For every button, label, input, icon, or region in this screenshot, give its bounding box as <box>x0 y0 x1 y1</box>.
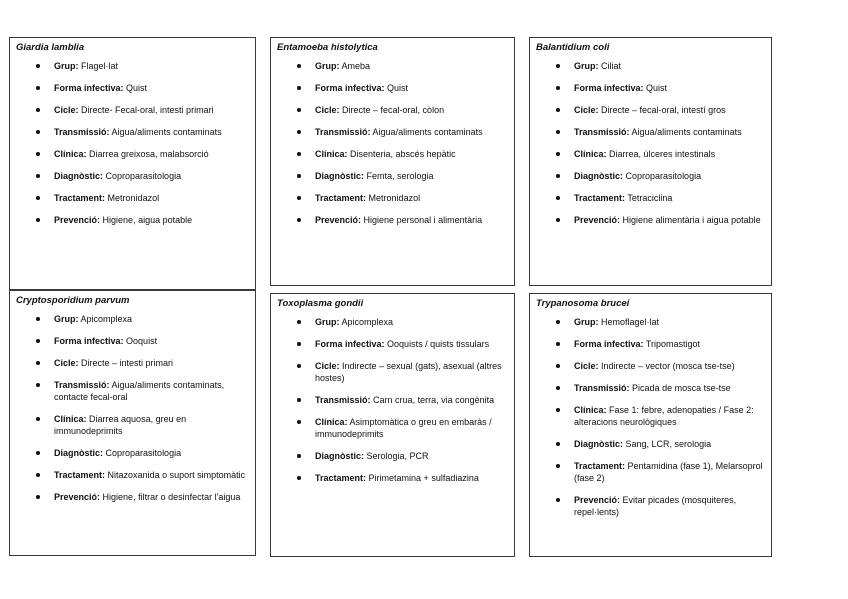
item-label: Forma infectiva: <box>54 336 124 346</box>
item-clinica <box>16 148 249 160</box>
card-title: Entamoeba histolytica <box>277 42 378 53</box>
item-label: Clínica: <box>315 149 348 159</box>
item-prevencio <box>536 214 765 226</box>
item-forma-infectiva <box>536 338 765 350</box>
item-value: Carn crua, terra, via congènita <box>373 395 495 405</box>
item-value: Higiene, aigua potable <box>102 215 193 225</box>
item-grup <box>536 316 765 328</box>
item-transmissio <box>16 379 249 403</box>
item-value: Pentamidina (fase 1), Melarsoprol (fase 2) <box>574 461 763 483</box>
card-items <box>16 313 249 503</box>
item-cicle <box>277 360 508 384</box>
item-value: Pirimetamina + sulfadiazina <box>368 473 479 483</box>
item-grup <box>16 60 249 72</box>
card-items <box>536 316 765 518</box>
item-value: Coproparasitologia <box>625 171 702 181</box>
item-value: Ciliat <box>601 61 622 71</box>
item-diagnostic <box>277 450 508 462</box>
item-value: Tetraciclina <box>627 193 673 203</box>
item-label: Grup: <box>54 314 79 324</box>
card-balantidium-coli <box>529 37 772 286</box>
item-label: Grup: <box>315 61 340 71</box>
card-items <box>16 60 249 226</box>
card-cryptosporidium-parvum <box>9 290 256 556</box>
item-label: Cicle: <box>574 361 599 371</box>
item-value: Disenteria, abscés hepàtic <box>350 149 456 159</box>
item-label: Transmissió: <box>574 383 630 393</box>
card-items <box>277 60 508 226</box>
item-value: Indirecte – vector (mosca tse-tse) <box>601 361 735 371</box>
item-label: Cicle: <box>54 358 79 368</box>
item-grup <box>16 313 249 325</box>
item-clinica <box>536 148 765 160</box>
item-value: Quist <box>387 83 409 93</box>
item-value: Ooquists / quists tissulars <box>387 339 490 349</box>
item-label: Forma infectiva: <box>315 339 385 349</box>
card-items <box>536 60 765 226</box>
item-value: Coproparasitologia <box>105 448 182 458</box>
item-value: Apicomplexa <box>80 314 133 324</box>
item-forma-infectiva <box>16 335 249 347</box>
item-label: Grup: <box>574 317 599 327</box>
item-prevencio <box>536 494 765 518</box>
item-transmissio <box>536 382 765 394</box>
card-items <box>277 316 508 484</box>
card-title: Toxoplasma gondii <box>277 298 364 309</box>
item-cicle <box>536 360 765 372</box>
item-value: Nitazoxanida o suport simptomàtic <box>107 470 246 480</box>
item-label: Prevenció: <box>574 215 621 225</box>
item-label: Clínica: <box>54 149 87 159</box>
item-value: Hemoflagel·lat <box>601 317 660 327</box>
item-label: Tractament: <box>54 193 106 203</box>
item-value: Higiene personal i alimentària <box>363 215 483 225</box>
card-title: Giardia lamblia <box>16 42 85 53</box>
item-diagnostic <box>536 170 765 182</box>
item-value: Ameba <box>341 61 371 71</box>
item-label: Prevenció: <box>315 215 362 225</box>
item-value: Asimptomàtica o greu en embaràs / immunodeprimits <box>315 417 492 439</box>
item-label: Tractament: <box>574 193 626 203</box>
item-label: Transmissió: <box>574 127 630 137</box>
item-value: Quist <box>646 83 668 93</box>
item-value: Directe – fecal-oral, còlon <box>342 105 445 115</box>
item-label: Transmissió: <box>315 395 371 405</box>
card-trypanosoma-brucei <box>529 293 772 557</box>
item-value: Picada de mosca tse-tse <box>632 383 731 393</box>
item-value: Indirecte – sexual (gats), asexual (altres hostes) <box>315 361 502 383</box>
item-tractament <box>536 460 765 484</box>
item-tractament <box>16 469 249 481</box>
item-value: Diarrea aquosa, greu en immunodeprimits <box>54 414 187 436</box>
item-label: Forma infectiva: <box>574 339 644 349</box>
item-label: Diagnòstic: <box>54 448 104 458</box>
item-value: Aigua/aliments contaminats, contacte fecal-oral <box>54 380 225 402</box>
item-tractament <box>277 192 508 204</box>
card-title: Cryptosporidium parvum <box>16 295 130 306</box>
item-value: Flagel·lat <box>81 61 119 71</box>
item-transmissio <box>536 126 765 138</box>
item-forma-infectiva <box>277 82 508 94</box>
item-value: Metronidazol <box>368 193 421 203</box>
item-tractament <box>536 192 765 204</box>
item-forma-infectiva <box>16 82 249 94</box>
item-grup <box>277 316 508 328</box>
item-prevencio <box>277 214 508 226</box>
item-value: Sang, LCR, serologia <box>625 439 712 449</box>
item-label: Diagnòstic: <box>315 171 365 181</box>
item-value: Quist <box>126 83 148 93</box>
item-transmissio <box>277 394 508 406</box>
item-cicle <box>16 357 249 369</box>
item-value: Directe- Fecal-oral, intesti primari <box>81 105 214 115</box>
item-grup <box>536 60 765 72</box>
item-grup <box>277 60 508 72</box>
item-value: Directe – fecal-oral, intestí gros <box>601 105 726 115</box>
card-entamoeba-histolytica <box>270 37 515 286</box>
item-prevencio <box>16 491 249 503</box>
item-clinica <box>277 416 508 440</box>
item-diagnostic <box>16 170 249 182</box>
item-diagnostic <box>536 438 765 450</box>
item-cicle <box>277 104 508 116</box>
item-label: Tractament: <box>315 473 367 483</box>
item-value: Ooquist <box>126 336 158 346</box>
item-label: Prevenció: <box>54 215 101 225</box>
card-title: Trypanosoma brucei <box>536 298 630 309</box>
item-label: Transmissió: <box>54 127 110 137</box>
item-value: Metronidazol <box>107 193 160 203</box>
item-clinica <box>277 148 508 160</box>
item-label: Forma infectiva: <box>54 83 124 93</box>
item-label: Diagnòstic: <box>315 451 365 461</box>
item-label: Grup: <box>574 61 599 71</box>
item-clinica <box>536 404 765 428</box>
item-value: Tripomastigot <box>645 339 701 349</box>
item-forma-infectiva <box>277 338 508 350</box>
item-label: Prevenció: <box>54 492 101 502</box>
item-label: Diagnòstic: <box>574 171 624 181</box>
card-giardia-lamblia <box>9 37 256 290</box>
item-value: Apicomplexa <box>341 317 394 327</box>
card-toxoplasma-gondii <box>270 293 515 557</box>
item-forma-infectiva <box>536 82 765 94</box>
item-value: Diarrea greixosa, malabsorció <box>89 149 209 159</box>
item-label: Grup: <box>315 317 340 327</box>
item-value: Serologia, PCR <box>366 451 429 461</box>
item-value: Diarrea, úlceres intestinals <box>609 149 716 159</box>
item-value: Femta, serologia <box>366 171 434 181</box>
item-diagnostic <box>16 447 249 459</box>
item-tractament <box>277 472 508 484</box>
item-cicle <box>16 104 249 116</box>
item-label: Cicle: <box>315 361 340 371</box>
item-label: Forma infectiva: <box>574 83 644 93</box>
item-value: Aigua/aliments contaminats <box>111 127 222 137</box>
item-label: Forma infectiva: <box>315 83 385 93</box>
item-label: Cicle: <box>315 105 340 115</box>
item-label: Cicle: <box>574 105 599 115</box>
item-clinica <box>16 413 249 437</box>
item-value: Directe – intesti primari <box>81 358 174 368</box>
item-transmissio <box>16 126 249 138</box>
item-label: Clínica: <box>574 149 607 159</box>
item-value: Coproparasitologia <box>105 171 182 181</box>
item-label: Transmissió: <box>54 380 110 390</box>
item-label: Clínica: <box>54 414 87 424</box>
item-label: Transmissió: <box>315 127 371 137</box>
item-cicle <box>536 104 765 116</box>
item-label: Diagnòstic: <box>574 439 624 449</box>
item-label: Prevenció: <box>574 495 621 505</box>
item-prevencio <box>16 214 249 226</box>
item-label: Clínica: <box>315 417 348 427</box>
item-label: Clínica: <box>574 405 607 415</box>
item-diagnostic <box>277 170 508 182</box>
item-value: Aigua/aliments contaminats <box>372 127 483 137</box>
item-transmissio <box>277 126 508 138</box>
item-label: Tractament: <box>574 461 626 471</box>
item-label: Tractament: <box>315 193 367 203</box>
item-label: Cicle: <box>54 105 79 115</box>
item-label: Diagnòstic: <box>54 171 104 181</box>
card-title: Balantidium coli <box>536 42 610 53</box>
item-value: Evitar picades (mosquiteres, repel·lents) <box>574 495 737 517</box>
item-label: Grup: <box>54 61 79 71</box>
item-tractament <box>16 192 249 204</box>
item-value: Higiene, filtrar o desinfectar l'aigua <box>102 492 241 502</box>
item-value: Fase 1: febre, adenopaties / Fase 2: alteracions neurològiques <box>574 405 754 427</box>
item-value: Higiene alimentària i aigua potable <box>622 215 761 225</box>
item-label: Tractament: <box>54 470 106 480</box>
item-value: Aigua/aliments contaminats <box>631 127 742 137</box>
